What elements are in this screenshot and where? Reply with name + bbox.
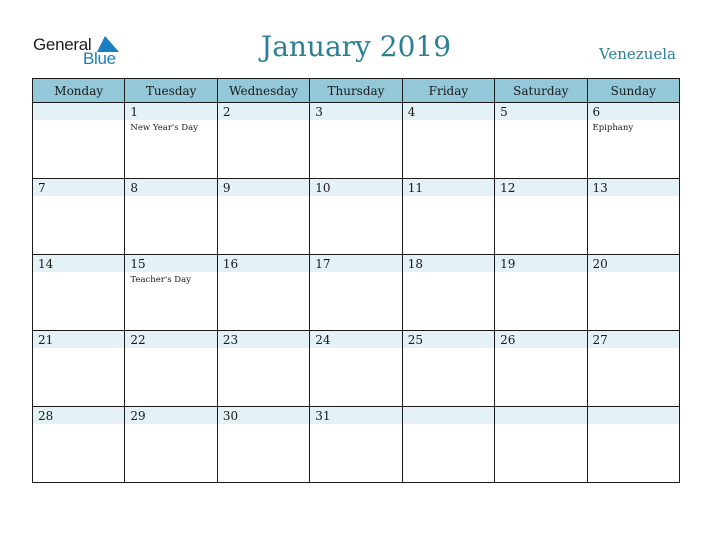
day-cell [33,331,125,407]
day-number: 19 [500,257,516,271]
day-band [33,179,124,196]
day-number: 24 [315,333,331,347]
day-cell [310,255,402,331]
calendar-grid [32,78,680,483]
week-row [33,103,680,179]
day-cell [495,407,587,483]
day-cell [402,407,494,483]
day-cell [125,179,217,255]
day-number: 20 [592,257,608,271]
day-band [588,103,679,120]
day-band [33,103,124,120]
day-cell [495,103,587,179]
day-cell [310,103,402,179]
day-number: 11 [407,181,423,195]
holiday-label: Teacher's Day [130,275,191,285]
logo-text-general: General [33,35,92,54]
day-cell [587,255,679,331]
day-band [495,103,586,120]
day-number: 5 [500,105,508,119]
day-number: 8 [130,181,139,195]
day-band [403,407,494,424]
day-band [403,103,494,120]
holiday-label: New Year's Day [130,123,198,133]
week-row [33,255,680,331]
day-cell [495,331,587,407]
day-number: 23 [222,333,239,347]
day-band [588,407,679,424]
day-number: 30 [222,409,239,423]
day-cell [125,103,217,179]
day-cell [33,103,125,179]
day-cell [495,255,587,331]
weekday-wednesday: Wednesday [217,79,309,103]
day-cell [310,331,402,407]
day-cell [587,407,679,483]
day-number: 16 [222,257,239,271]
day-number: 31 [315,409,331,423]
day-cell [217,179,309,255]
day-number: 17 [315,257,331,271]
day-cell [310,179,402,255]
day-cell [33,407,125,483]
weekday-header-row [33,79,680,103]
day-cell [310,407,402,483]
day-number: 14 [38,257,54,271]
day-cell [217,103,309,179]
week-row [33,407,680,483]
day-cell [587,103,679,179]
day-cell [33,255,125,331]
day-number: 12 [500,181,516,195]
day-number: 4 [407,105,416,119]
day-band [125,179,216,196]
day-number: 28 [38,409,54,423]
day-band [495,407,586,424]
day-cell [217,255,309,331]
day-number: 9 [222,181,231,195]
day-number: 10 [315,181,331,195]
weekday-monday: Monday [33,79,125,103]
day-number: 25 [407,333,423,347]
day-number: 26 [500,333,516,347]
day-band [218,179,309,196]
day-cell [217,407,309,483]
day-cell [402,255,494,331]
holiday-label: Epiphany [592,123,634,133]
day-number: 3 [315,105,323,119]
day-cell [495,179,587,255]
day-cell [125,407,217,483]
day-number: 2 [222,105,231,119]
day-number: 18 [407,257,423,271]
calendar-title: January 2019 [260,30,452,63]
day-number: 27 [592,333,608,347]
day-band [218,103,309,120]
weekday-thursday: Thursday [310,79,402,103]
day-number: 6 [592,105,601,119]
weekday-saturday: Saturday [495,79,587,103]
day-number: 29 [130,409,146,423]
week-row [33,179,680,255]
day-number: 22 [130,333,146,347]
day-cell [125,255,217,331]
week-row [33,331,680,407]
day-cell [402,179,494,255]
day-number: 21 [38,333,54,347]
day-number: 1 [130,105,139,119]
day-cell [217,331,309,407]
day-cell [402,331,494,407]
logo-text-blue: Blue [83,49,116,68]
day-number: 13 [592,181,608,195]
day-cell [402,103,494,179]
day-band [310,103,401,120]
calendar-body [33,103,680,483]
day-cell [125,331,217,407]
day-cell [587,331,679,407]
day-cell [33,179,125,255]
weekday-tuesday: Tuesday [125,79,217,103]
weekday-friday: Friday [402,79,494,103]
day-number: 15 [130,257,146,271]
country-label: Venezuela [598,45,676,63]
day-band [125,103,216,120]
day-number: 7 [38,181,46,195]
weekday-sunday: Sunday [587,79,679,103]
day-cell [587,179,679,255]
